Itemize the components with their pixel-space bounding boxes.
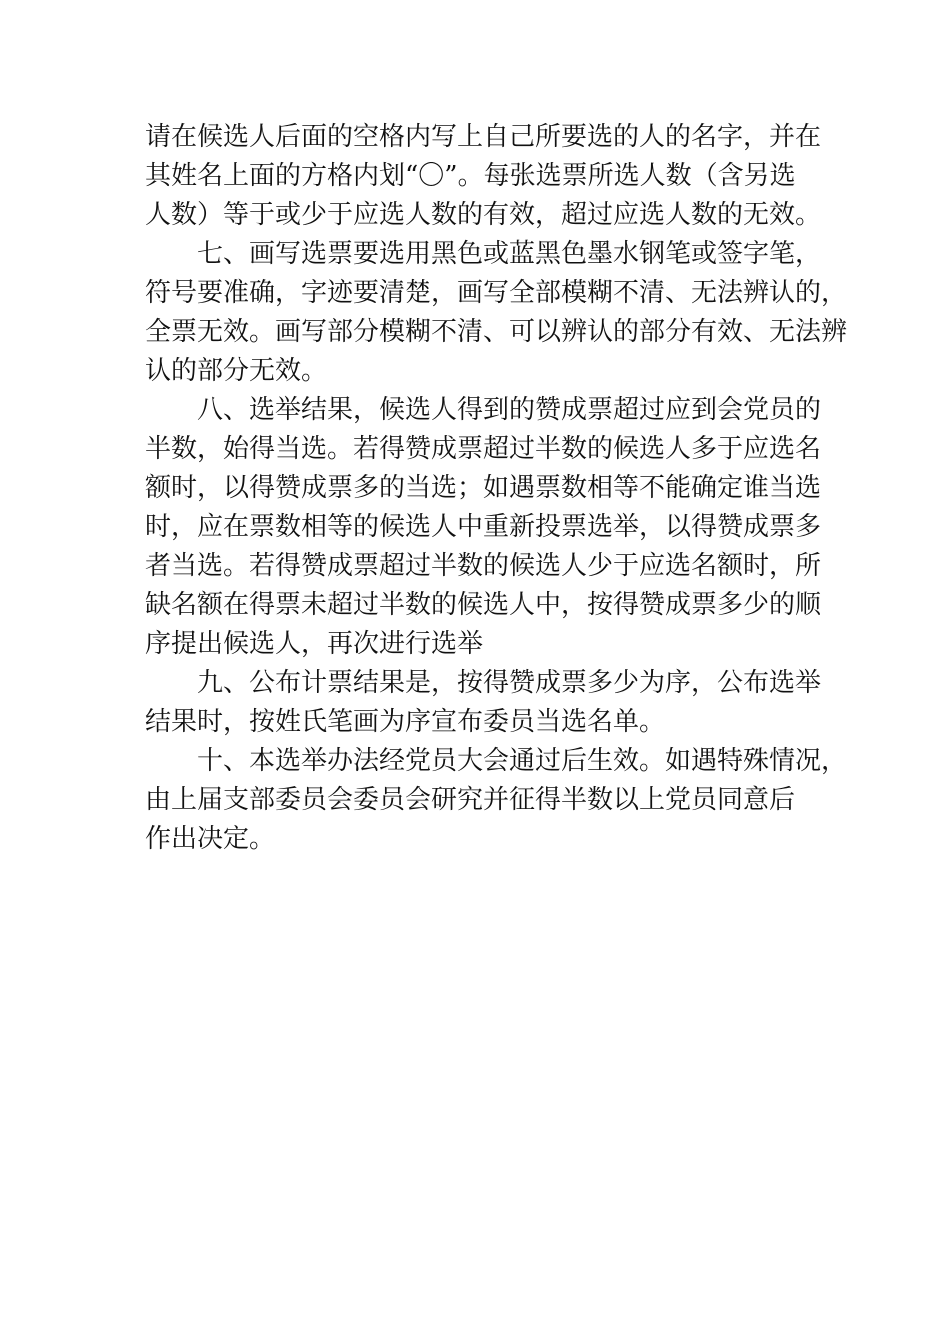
text-line: 人数）等于或少于应选人数的有效，超过应选人数的无效。 — [145, 200, 822, 230]
text-line: 请在候选人后面的空格内写上自己所要选的人的名字，并在 — [145, 122, 822, 152]
text-line: 九、公布计票结果是，按得赞成票多少为序，公布选举 — [197, 668, 822, 698]
text-line: 作出决定。 — [145, 824, 276, 854]
text-line: 缺名额在得票未超过半数的候选人中，按得赞成票多少的顺 — [145, 590, 822, 620]
text-line: 额时，以得赞成票多的当选；如遇票数相等不能确定谁当选 — [145, 473, 822, 503]
text-line: 结果时，按姓氏笔画为序宣布委员当选名单。 — [145, 707, 666, 737]
text-line: 八、选举结果，候选人得到的赞成票超过应到会党员的 — [197, 395, 822, 425]
text-line: 其姓名上面的方格内划“〇”。每张选票所选人数（含另选 — [145, 161, 796, 191]
text-line: 十、本选举办法经党员大会通过后生效。如遇特殊情况， — [197, 746, 848, 776]
text-line: 由上届支部委员会委员会研究并征得半数以上党员同意后 — [145, 785, 796, 815]
document-body — [145, 118, 848, 859]
text-line: 半数，始得当选。若得赞成票超过半数的候选人多于应选名 — [145, 434, 822, 464]
paragraph-10 — [145, 742, 848, 859]
text-line: 时，应在票数相等的候选人中重新投票选举，以得赞成票多 — [145, 512, 822, 542]
text-line: 七、画写选票要选用黑色或蓝黑色墨水钢笔或签字笔， — [197, 239, 822, 269]
text-line: 符号要准确，字迹要清楚，画写全部模糊不清、无法辨认的， — [145, 278, 848, 308]
text-line: 认的部分无效。 — [145, 356, 328, 386]
paragraph-6-continued — [145, 118, 822, 235]
text-line: 序提出候选人，再次进行选举 — [145, 629, 484, 659]
text-line: 者当选。若得赞成票超过半数的候选人少于应选名额时，所 — [145, 551, 822, 581]
text-line: 全票无效。画写部分模糊不清、可以辨认的部分有效、无法辨 — [145, 317, 848, 347]
paragraph-8 — [145, 391, 822, 664]
paragraph-7 — [145, 235, 848, 391]
paragraph-9 — [145, 664, 822, 742]
